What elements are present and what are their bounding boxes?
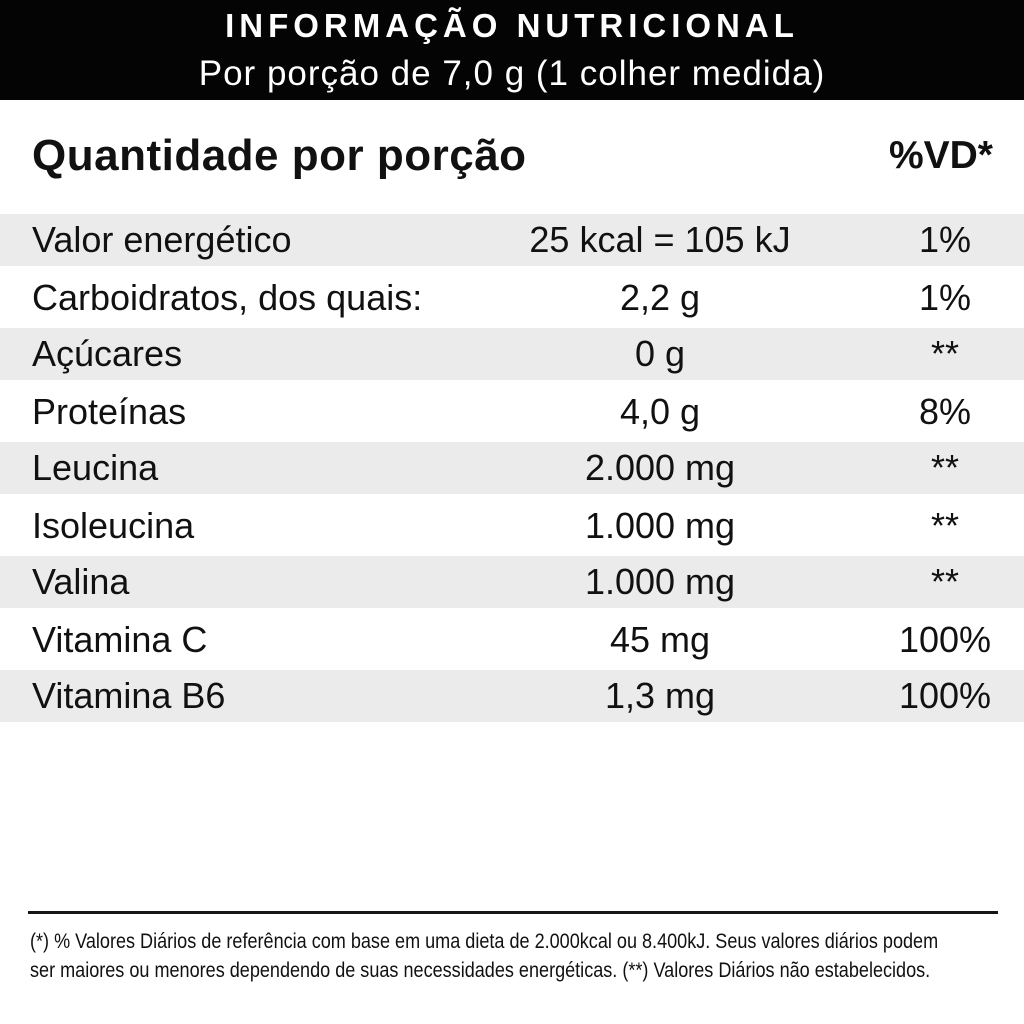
footnote — [30, 927, 1024, 985]
footnote-line-1: (*) % Valores Diários de referência com base em uma dieta de 2.000kcal ou 8.400kJ. Seus valores diários podem — [30, 930, 939, 953]
nutrient-daily-value: 1% — [918, 219, 972, 260]
nutrient-daily-value: ** — [930, 561, 960, 602]
nutrient-amount: 1,3 mg — [604, 675, 716, 716]
serving-size-text: Por porção de 7,0 g (1 colher medida) — [198, 53, 826, 93]
nutrient-name: Carboidratos, dos quais: — [32, 276, 423, 318]
daily-value-column-header: %VD* — [888, 134, 993, 177]
nutrient-daily-value: 100% — [898, 618, 992, 660]
table-row — [0, 212, 1024, 269]
nutrient-name: Vitamina B6 — [32, 675, 226, 716]
nutrient-amount: 2.000 mg — [584, 447, 736, 488]
nutrient-daily-value: 8% — [918, 390, 972, 432]
nutrient-amount: 1.000 mg — [584, 504, 736, 546]
table-row — [0, 269, 1024, 326]
nutrient-amount: 4,0 g — [619, 390, 701, 432]
nutrient-name: Isoleucina — [32, 504, 195, 546]
nutrient-name: Proteínas — [32, 390, 187, 432]
nutrient-name: Leucina — [32, 447, 159, 488]
nutrient-amount: 2,2 g — [619, 276, 701, 318]
nutrient-name: Açúcares — [32, 333, 183, 374]
quantity-per-serving-heading: Quantidade por porção — [32, 131, 527, 180]
table-row — [0, 554, 1024, 611]
table-row — [0, 611, 1024, 668]
nutrient-name: Vitamina C — [32, 618, 208, 660]
nutrient-daily-value: 1% — [918, 276, 972, 318]
column-heading-row — [0, 100, 1024, 212]
table-row — [0, 383, 1024, 440]
nutrient-amount: 0 g — [634, 333, 686, 374]
nutrient-daily-value: ** — [930, 333, 960, 374]
footnote-divider — [28, 911, 998, 914]
nutrient-name: Valina — [32, 561, 130, 602]
nutrient-name: Valor energético — [32, 219, 292, 260]
table-row — [0, 668, 1024, 725]
nutrient-daily-value: ** — [930, 447, 960, 488]
table-row — [0, 326, 1024, 383]
nutrition-table — [0, 212, 1024, 725]
nutrient-daily-value: 100% — [898, 675, 992, 716]
table-row — [0, 497, 1024, 554]
label-header-bar — [0, 0, 1024, 100]
nutrient-amount: 45 mg — [609, 618, 711, 660]
footnote-line-2: ser maiores ou menores dependendo de suas necessidades energéticas. (**) Valores Diários não estabelecidos. — [30, 959, 931, 982]
nutrient-daily-value: ** — [930, 504, 960, 546]
label-title: INFORMAÇÃO NUTRICIONAL — [225, 6, 799, 44]
nutrient-amount: 1.000 mg — [584, 561, 736, 602]
nutrient-amount: 25 kcal = 105 kJ — [529, 219, 791, 260]
table-row — [0, 440, 1024, 497]
